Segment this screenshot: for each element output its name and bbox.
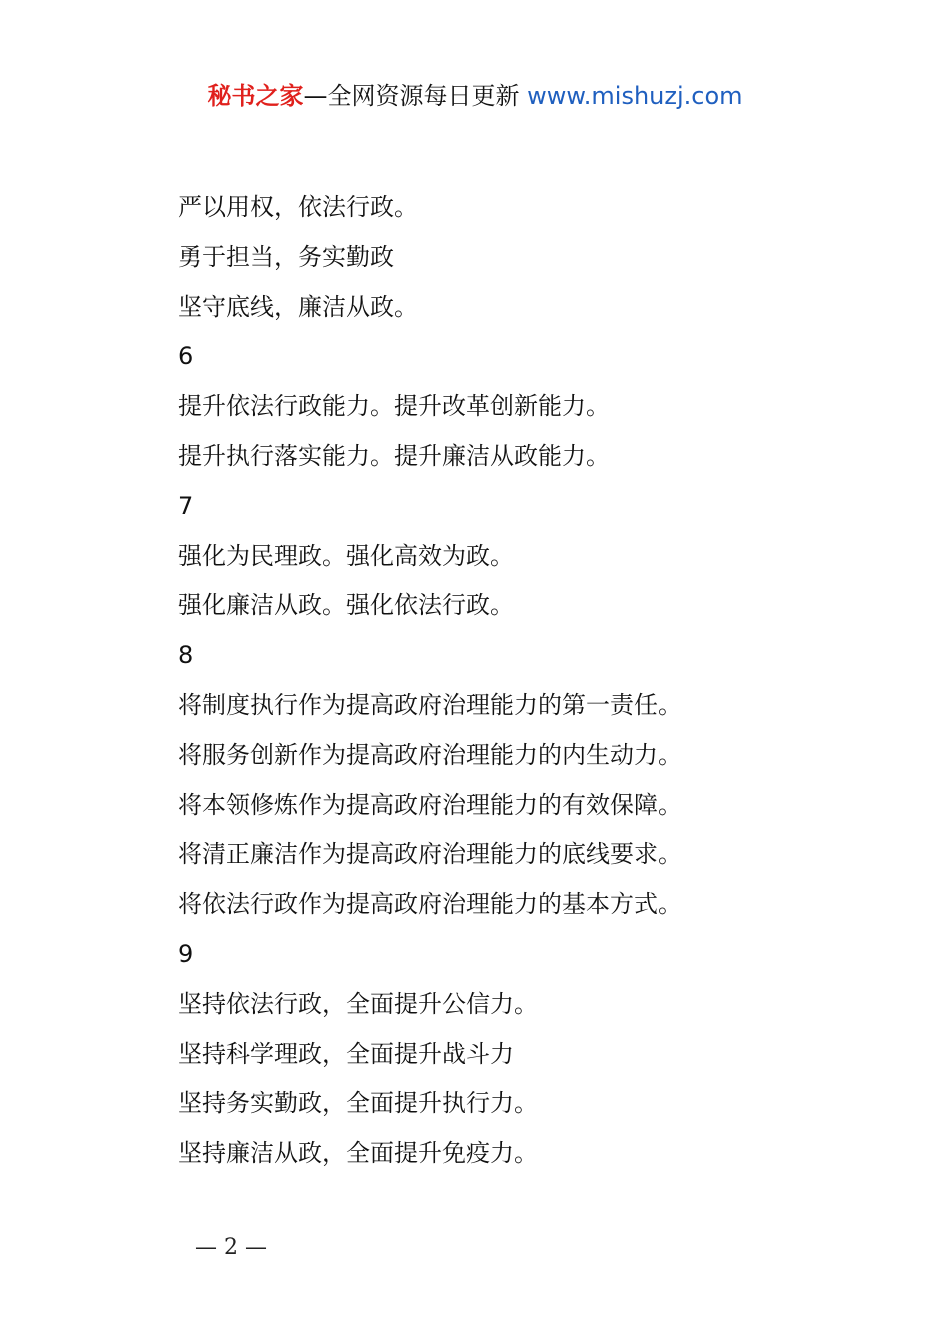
site-url-link[interactable]: www.mishuzj.com <box>527 82 743 110</box>
text-line: 严以用权，依法行政。 <box>178 193 418 221</box>
text-line: 坚持务实勤政，全面提升执行力。 <box>178 1089 538 1118</box>
text-line: 提升依法行政能力。提升改革创新能力。 <box>178 392 610 421</box>
section-number: 7 <box>178 491 194 520</box>
section-number: 6 <box>178 342 194 371</box>
section-number: 9 <box>178 939 194 968</box>
text-line: 坚持依法行政，全面提升公信力。 <box>178 989 538 1018</box>
text-line: 强化廉洁从政。强化依法行政。 <box>178 591 514 620</box>
page-number: — 2 — <box>195 1235 267 1260</box>
text-line: 将服务创新作为提高政府治理能力的内生动力。 <box>178 740 682 769</box>
text-line: 坚守底线，廉洁从政。 <box>178 292 418 321</box>
text-line: 将清正廉洁作为提高政府治理能力的底线要求。 <box>178 840 682 869</box>
page-header <box>0 80 950 112</box>
document-body <box>178 183 878 1179</box>
text-line: 勇于担当，务实勤政 <box>178 242 394 271</box>
text-line: 将本领修炼作为提高政府治理能力的有效保障。 <box>178 790 682 819</box>
text-line: 提升执行落实能力。提升廉洁从政能力。 <box>178 441 610 470</box>
text-line: 将制度执行作为提高政府治理能力的第一责任。 <box>178 690 682 719</box>
section-number: 8 <box>178 641 194 670</box>
brand-name: 秘书之家 <box>207 82 304 110</box>
text-line: 强化为民理政。强化高效为政。 <box>178 541 514 570</box>
text-line: 坚持科学理政，全面提升战斗力 <box>178 1039 514 1068</box>
text-line: 将依法行政作为提高政府治理能力的基本方式。 <box>178 890 682 919</box>
header-tagline: —全网资源每日更新 <box>303 82 520 110</box>
text-line: 坚持廉洁从政，全面提升免疫力。 <box>178 1139 538 1168</box>
